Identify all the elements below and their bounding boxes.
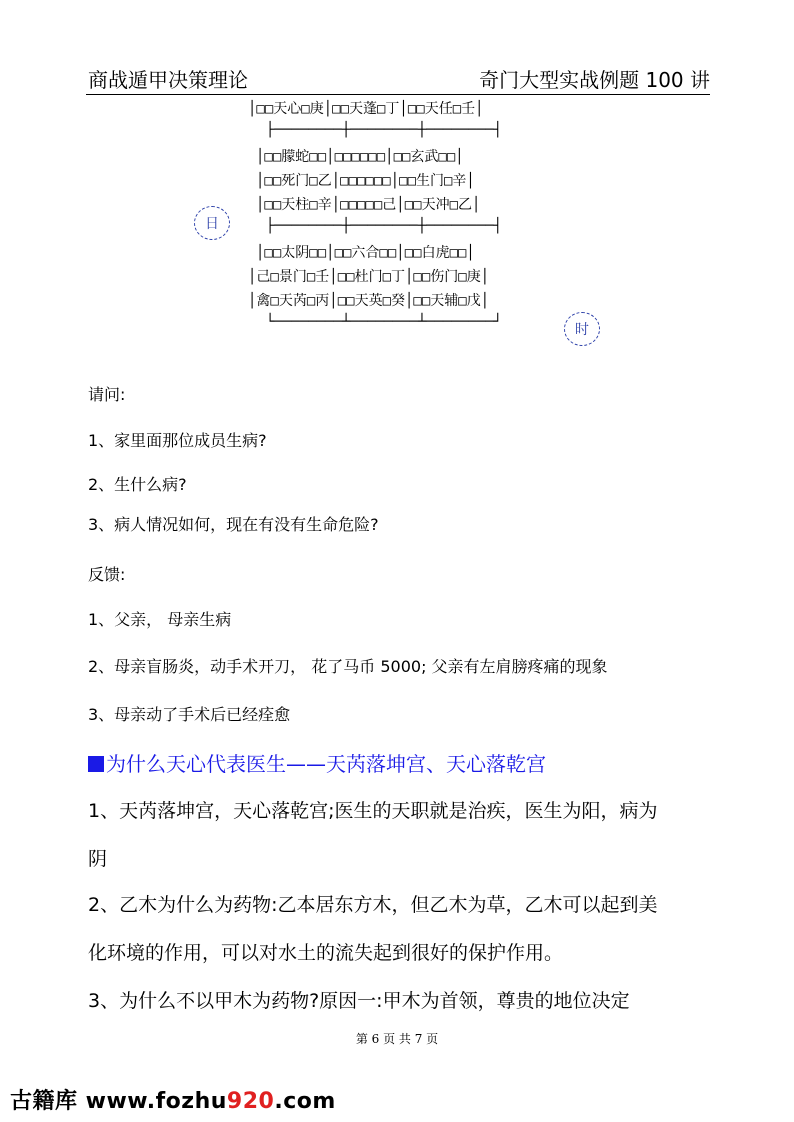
question-1: 1、家里面那位成员生病? <box>88 431 267 450</box>
watermark-text-a: 古籍库 www.fozhu <box>10 1089 227 1114</box>
chart-line: │□□朦蛇□□│□□□□□□│□□玄武□□│ <box>256 149 464 165</box>
question-2: 2、生什么病? <box>88 475 187 494</box>
page-number: 第 6 页 共 7 页 <box>355 1032 439 1046</box>
header-rule <box>86 94 710 95</box>
watermark-text-num: 920 <box>226 1089 275 1114</box>
shi-marker-circle: 时 <box>564 312 600 346</box>
questions-title: 请问: <box>88 385 126 404</box>
feedback-3: 3、母亲动了手术后已经痊愈 <box>88 705 291 724</box>
section-heading <box>88 748 546 777</box>
chart-line: │□□天柱□辛│□□□□□己│□□天冲□乙│ <box>256 197 481 213</box>
feedback-title: 反馈: <box>88 565 126 584</box>
body-paragraph-2-cont: 化环境的作用，可以对水土的流失起到很好的保护作用。 <box>88 942 564 964</box>
chart-line: ├────────┼────────┼────────┤ <box>266 218 503 234</box>
ri-marker-circle: 日 <box>194 206 230 240</box>
chart-line: └────────┴────────┴────────┘ <box>266 314 503 330</box>
body-paragraph-2: 2、乙木为什么为药物:乙本居东方木，但乙木为草，乙木可以起到美 <box>88 894 658 916</box>
body-paragraph-1: 1、天芮落坤宫，天心落乾宫;医生的天职就是治疾，医生为阳，病为 <box>88 800 658 822</box>
watermark-text-b: .com <box>274 1089 336 1114</box>
header-left-title: 商战遁甲决策理论 <box>88 68 248 92</box>
feedback-2: 2、母亲盲肠炎，动手术开刀， 花了马币 5000; 父亲有左肩膀疼痛的现象 <box>88 657 608 676</box>
chart-line: │□□天心□庚│□□天蓬□丁│□□天任□壬│ <box>248 101 484 117</box>
site-watermark <box>10 1084 336 1115</box>
question-3: 3、病人情况如何，现在有没有生命危险? <box>88 515 379 534</box>
chart-line: │禽□天芮□丙│□□天英□癸│□□天辅□戊│ <box>248 293 490 309</box>
section-heading-text: 为什么天心代表医生——天芮落坤宫、天心落乾宫 <box>106 752 546 776</box>
body-paragraph-3: 3、为什么不以甲木为药物?原因一:甲木为首领，尊贵的地位决定 <box>88 990 630 1012</box>
square-bullet-icon <box>88 756 104 772</box>
chart-line: │□□太阴□□│□□六合□□│□□白虎□□│ <box>256 245 475 261</box>
chart-line: │□□死门□乙│□□□□□□│□□生门□辛│ <box>256 173 475 189</box>
feedback-1: 1、父亲， 母亲生病 <box>88 610 232 629</box>
body-paragraph-1-cont: 阴 <box>88 848 108 870</box>
header-right-title: 奇门大型实战例题 100 讲 <box>479 68 710 92</box>
chart-line: │己□景门□壬│□□杜门□丁│□□伤门□庚│ <box>248 269 490 285</box>
chart-line: ├────────┼────────┼────────┤ <box>266 122 503 138</box>
